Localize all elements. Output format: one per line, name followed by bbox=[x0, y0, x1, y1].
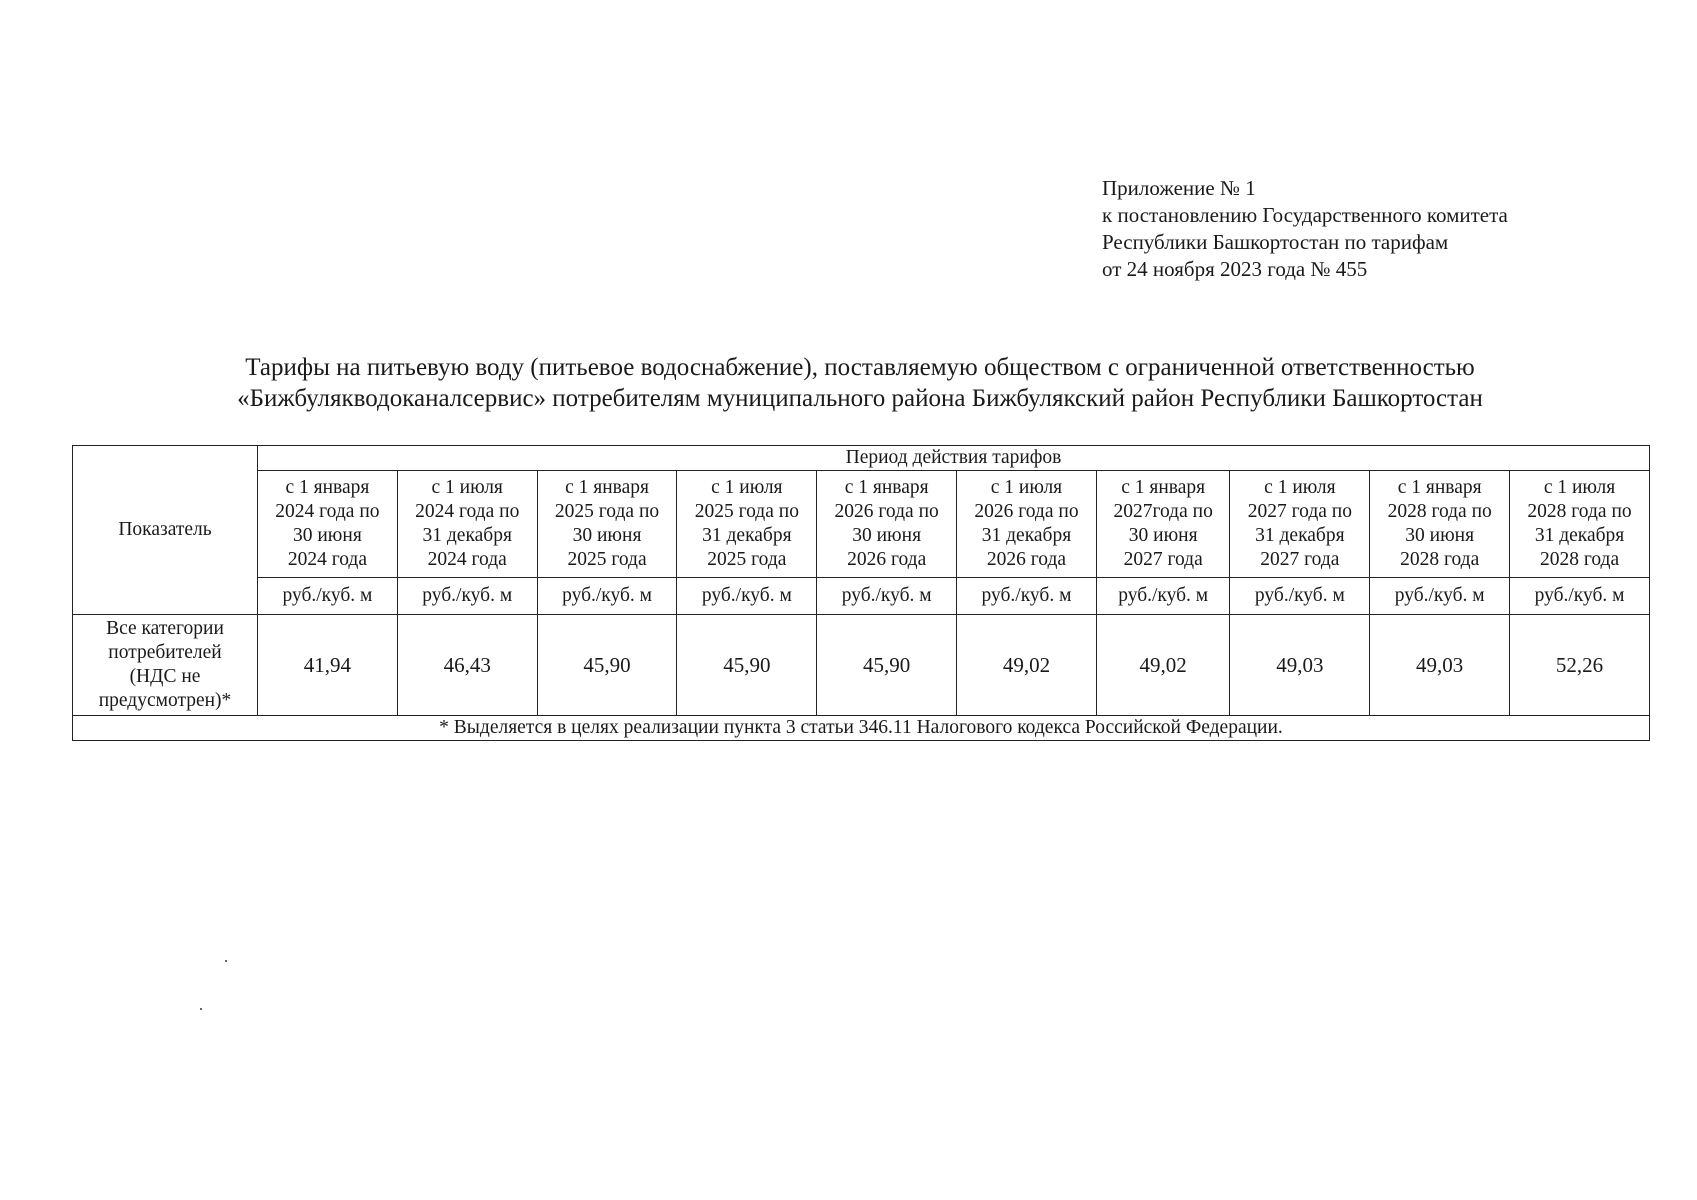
category-cell: Все категории потребителей (НДС не предусмотрен)* bbox=[73, 615, 258, 716]
period-column-header: с 1 июля 2025 года по 31 декабря 2025 года bbox=[677, 471, 817, 578]
tariff-value-cell: 52,26 bbox=[1510, 615, 1650, 716]
period-column-header: с 1 июля 2027 года по 31 декабря 2027 года bbox=[1230, 471, 1370, 578]
unit-cell: руб./куб. м bbox=[1370, 578, 1510, 615]
unit-row bbox=[73, 578, 1650, 615]
appendix-line-4: от 24 ноября 2023 года № 455 bbox=[1102, 257, 1368, 281]
tariff-value-cell: 46,43 bbox=[397, 615, 537, 716]
unit-cell: руб./куб. м bbox=[817, 578, 957, 615]
title-line-1: Тарифы на питьевую воду (питьевое водоснабжение), поставляемую обществом с ограниченной ответственностью bbox=[245, 354, 1475, 381]
period-column-header: с 1 января 2025 года по 30 июня 2025 года bbox=[537, 471, 677, 578]
appendix-line-1: Приложение № 1 bbox=[1102, 176, 1256, 200]
period-column-header: с 1 января 2027года по 30 июня 2027 года bbox=[1096, 471, 1230, 578]
tariff-table bbox=[72, 445, 1650, 741]
unit-cell: руб./куб. м bbox=[1510, 578, 1650, 615]
period-header-row bbox=[73, 446, 1650, 471]
period-column-header: с 1 января 2028 года по 30 июня 2028 года bbox=[1370, 471, 1510, 578]
tariff-value-cell: 45,90 bbox=[677, 615, 817, 716]
tariff-value-cell: 41,94 bbox=[258, 615, 398, 716]
tariff-value-cell: 49,02 bbox=[1096, 615, 1230, 716]
tariff-value-cell: 45,90 bbox=[817, 615, 957, 716]
period-column-header: с 1 июля 2028 года по 31 декабря 2028 года bbox=[1510, 471, 1650, 578]
period-column-header: с 1 июля 2026 года по 31 декабря 2026 года bbox=[957, 471, 1097, 578]
period-column-header: с 1 января 2024 года по 30 июня 2024 года bbox=[258, 471, 398, 578]
unit-cell: руб./куб. м bbox=[397, 578, 537, 615]
footnote-row bbox=[73, 716, 1650, 741]
period-header: Период действия тарифов bbox=[258, 446, 1650, 471]
tariff-value-cell: 49,03 bbox=[1230, 615, 1370, 716]
footnote: * Выделяется в целях реализации пункта 3 статьи 346.11 Налогового кодекса Российской Федерации. bbox=[73, 716, 1650, 741]
scan-speck bbox=[225, 960, 227, 962]
unit-cell: руб./куб. м bbox=[1096, 578, 1230, 615]
appendix-line-3: Республики Башкортостан по тарифам bbox=[1102, 230, 1449, 254]
tariff-value-cell: 45,90 bbox=[537, 615, 677, 716]
indicator-header: Показатель bbox=[73, 446, 258, 615]
unit-cell: руб./куб. м bbox=[957, 578, 1097, 615]
period-column-header: с 1 июля 2024 года по 31 декабря 2024 года bbox=[397, 471, 537, 578]
scan-speck bbox=[200, 1008, 202, 1010]
tariff-value-cell: 49,02 bbox=[957, 615, 1097, 716]
title-line-2: «Бижбулякводоканалсервис» потребителям муниципального района Бижбулякский район Республики Башкортостан bbox=[237, 385, 1483, 412]
tariff-value-cell: 49,03 bbox=[1370, 615, 1510, 716]
unit-cell: руб./куб. м bbox=[1230, 578, 1370, 615]
document-title bbox=[140, 352, 1580, 414]
period-columns-row bbox=[73, 471, 1650, 578]
table-row bbox=[73, 615, 1650, 716]
appendix-block bbox=[1102, 175, 1508, 283]
unit-cell: руб./куб. м bbox=[537, 578, 677, 615]
unit-cell: руб./куб. м bbox=[258, 578, 398, 615]
period-column-header: с 1 января 2026 года по 30 июня 2026 года bbox=[817, 471, 957, 578]
unit-cell: руб./куб. м bbox=[677, 578, 817, 615]
appendix-line-2: к постановлению Государственного комитета bbox=[1102, 203, 1508, 227]
